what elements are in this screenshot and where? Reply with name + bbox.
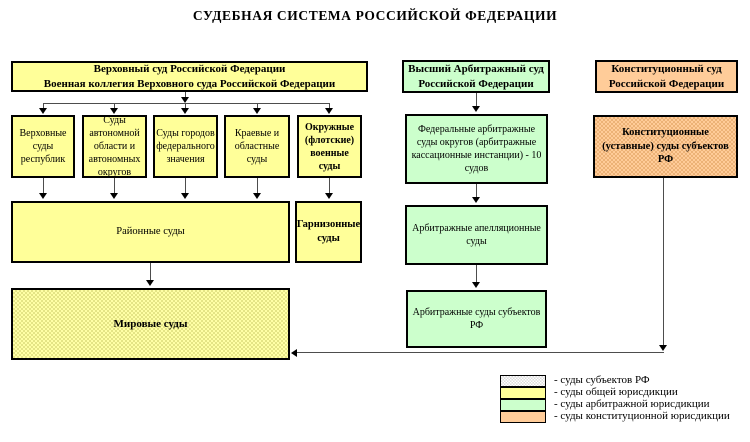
arrow-down-icon xyxy=(472,282,480,288)
box-label: Мировые суды xyxy=(113,317,188,330)
connector-line xyxy=(43,178,44,194)
connector-line xyxy=(150,263,151,281)
connector-line xyxy=(476,184,477,198)
garrison-courts-box xyxy=(295,201,362,263)
box-label: Конституционные (уставные) суды субъектов РФ xyxy=(602,127,729,166)
connector-line xyxy=(663,178,664,346)
legend-swatch-yellow xyxy=(500,387,546,399)
krai-oblast-courts-box xyxy=(224,115,290,178)
legend-row-constitutional-jurisdiction xyxy=(500,410,730,422)
supreme-court-box xyxy=(11,61,368,92)
box-label: Арбитражные апелляционные суды xyxy=(412,223,541,247)
supreme-arbitration-court-box xyxy=(402,60,550,93)
box-label: Краевые и областные суды xyxy=(234,128,280,165)
legend-swatch-green xyxy=(500,399,546,411)
district-courts-box xyxy=(11,201,290,263)
constitutional-subject-courts-box xyxy=(593,115,738,178)
constitutional-court-box xyxy=(595,60,738,93)
box-label: Суды автономной области и автономных округов xyxy=(88,115,141,178)
box-label: Федеральные арбитражные суды округов (арбитражные кассационные инстанции) - 10 судов xyxy=(411,124,542,174)
page-title: СУДЕБНАЯ СИСТЕМА РОССИЙСКОЙ ФЕДЕРАЦИИ xyxy=(192,8,558,23)
legend-row-arbitration-jurisdiction xyxy=(500,398,730,410)
connector-line xyxy=(476,265,477,283)
arrow-down-icon xyxy=(325,108,333,114)
arbitration-subject-courts-box xyxy=(406,290,547,348)
okrug-military-courts-box xyxy=(297,115,362,178)
box-label: Верховные суды республик xyxy=(19,128,67,165)
connector-line xyxy=(329,178,330,194)
supreme-court-line1: Верховный суд Российской Федерации xyxy=(93,63,286,76)
box-line2: Российской Федерации xyxy=(418,77,534,90)
legend-label: - суды субъектов РФ xyxy=(554,374,650,386)
federal-city-courts-box xyxy=(153,115,218,178)
box-label: Гарнизонные суды xyxy=(296,219,361,244)
arrow-down-icon xyxy=(39,108,47,114)
arrow-down-icon xyxy=(253,193,261,199)
federal-okrug-arbitration-courts-box xyxy=(405,114,548,184)
autonomous-okrug-courts-box xyxy=(82,115,147,178)
box-line1: Конституционный суд xyxy=(611,63,722,76)
box-label: Районные суды xyxy=(116,226,185,238)
arrow-down-icon xyxy=(325,193,333,199)
republic-supreme-courts-box xyxy=(11,115,75,178)
connector-line xyxy=(114,178,115,194)
connector-line xyxy=(297,352,664,353)
arrow-down-icon xyxy=(472,197,480,203)
arrow-left-icon xyxy=(291,349,297,357)
box-line2: Российской Федерации xyxy=(608,77,725,90)
legend-row-general-jurisdiction xyxy=(500,386,730,398)
arrow-down-icon xyxy=(39,193,47,199)
box-label: Суды городов федерального значения xyxy=(156,128,215,165)
legend-label: - суды арбитражной юрисдикции xyxy=(554,398,710,410)
connector-line xyxy=(185,178,186,194)
arbitration-appellate-courts-box xyxy=(405,205,548,265)
box-label: Окружные (флотские) военные суды xyxy=(304,121,355,172)
legend-swatch-hatched-white xyxy=(500,375,546,387)
arrow-down-icon xyxy=(181,193,189,199)
box-label: Арбитражные суды субъектов РФ xyxy=(412,307,541,331)
connector-line xyxy=(476,93,477,107)
supreme-court-line2: Военная коллегия Верховного суда Российской Федерации xyxy=(43,77,336,90)
box-line1: Высший Арбитражный суд xyxy=(408,63,544,76)
arrow-down-icon xyxy=(181,108,189,114)
legend-label: - суды общей юрисдикции xyxy=(554,386,678,398)
arrow-down-icon xyxy=(253,108,261,114)
arrow-down-icon xyxy=(110,193,118,199)
arrow-down-icon xyxy=(472,106,480,112)
legend-row-subject-courts xyxy=(500,374,730,386)
legend-swatch-orange xyxy=(500,411,546,423)
arrow-down-icon xyxy=(659,345,667,351)
arrow-down-icon xyxy=(146,280,154,286)
arrow-down-icon xyxy=(110,108,118,114)
legend-label: - суды конституционной юрисдикции xyxy=(554,410,730,422)
connector-rail xyxy=(43,103,330,104)
connector-line xyxy=(257,178,258,194)
legend xyxy=(500,374,730,422)
magistrate-courts-box xyxy=(11,288,290,360)
